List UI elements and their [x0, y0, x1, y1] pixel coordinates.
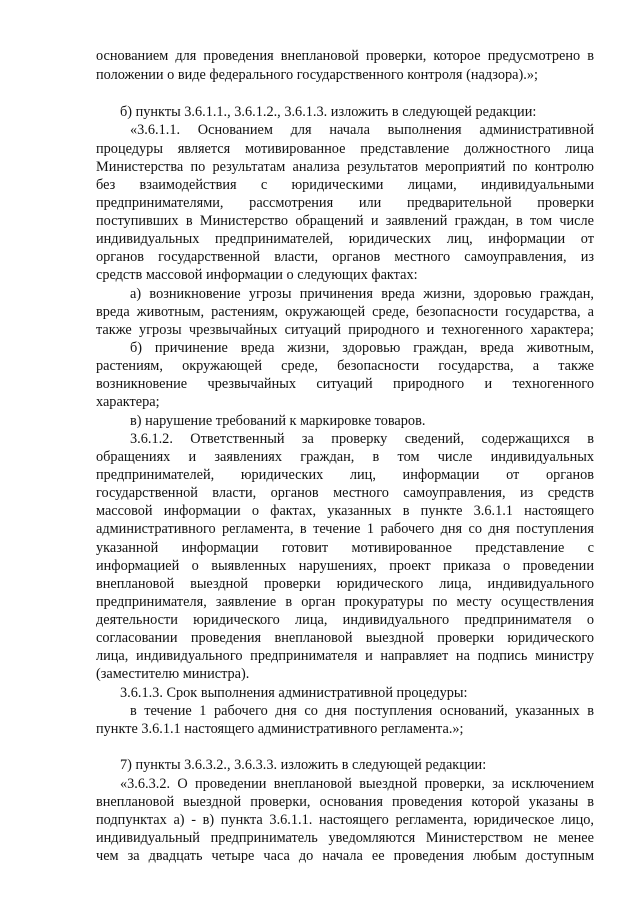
text-line: органов государственной власти, органов местного самоуправления, из: [96, 249, 594, 265]
text-line: предпринимателя, заявление в орган прокуратуры по месту осуществления: [96, 594, 594, 610]
text-line: 3.6.1.2. Ответственный за проверку сведений, содержащихся в: [130, 431, 594, 447]
text-line: поступивших в Министерство обращений и заявлений граждан, в том числе: [96, 213, 594, 229]
text-line: пункте 3.6.1.1 настоящего административного регламента.»;: [96, 721, 464, 737]
text-line: обращениях и заявлениях граждан, в том числе индивидуальных: [96, 449, 594, 465]
text-line: в течение 1 рабочего дня со дня поступления оснований, указанных в: [130, 703, 594, 719]
text-line: в) нарушение требований к маркировке товаров.: [130, 413, 426, 429]
text-line: средств массовой информации о следующих фактах:: [96, 267, 418, 283]
text-line: государственной власти, органов местного самоуправления, из средств: [96, 485, 594, 501]
text-line: возникновение чрезвычайных ситуаций природного и техногенного: [96, 376, 594, 392]
text-line: растениям, окружающей среде, безопасности государства, а также: [96, 358, 594, 374]
text-line: 3.6.1.3. Срок выполнения административной процедуры:: [120, 685, 468, 701]
text-line: «3.6.1.1. Основанием для начала выполнения административной: [130, 122, 594, 138]
text-line: без взаимодействия с юридическими лицами, индивидуальными: [96, 177, 594, 193]
text-line: 7) пункты 3.6.3.2., 3.6.3.3. изложить в следующей редакции:: [120, 757, 487, 773]
text-line: б) причинение вреда жизни, здоровью граждан, вреда животным,: [130, 340, 594, 356]
text-line: а) возникновение угрозы причинения вреда жизни, здоровью граждан,: [130, 286, 594, 302]
text-line: административного регламента, в течение 1 рабочего дня со дня поступления: [96, 521, 594, 537]
text-line: подпунктах а) - в) пункта 3.6.1.1. настоящего регламента, юридическое лицо,: [96, 812, 594, 828]
text-line: б) пункты 3.6.1.1., 3.6.1.2., 3.6.1.3. изложить в следующей редакции:: [120, 104, 537, 120]
text-line: указанной информации готовит мотивированное представление с: [96, 540, 594, 556]
text-line: вреда животным, растениям, окружающей среде, безопасности государства, а: [96, 304, 594, 320]
text-line: индивидуальных предпринимателей, юридических лиц, информации от: [96, 231, 594, 247]
text-line: «3.6.3.2. О проведении внеплановой выездной проверки, за исключением: [120, 776, 594, 792]
text-line: основанием для проведения внеплановой проверки, которое предусмотрено в: [96, 48, 594, 64]
text-line: лица, индивидуального предпринимателя и направляет на подпись министру: [96, 648, 594, 664]
text-line: массовой информации о фактах, указанных в пункте 3.6.1.1 настоящего: [96, 503, 594, 519]
text-line: положении о виде федерального государственного контроля (надзора).»;: [96, 67, 538, 83]
text-line: предпринимателей, юридических лиц, информации от органов: [96, 467, 594, 483]
text-line: (заместителю министра).: [96, 666, 250, 682]
text-line: внеплановой выездной проверки юридического лица, индивидуального: [96, 576, 594, 592]
text-line: информацией о выявленных нарушениях, проект приказа о проведении: [96, 558, 594, 574]
text-line: индивидуальный предприниматель уведомляются Министерством не менее: [96, 830, 594, 846]
text-line: также угрозы чрезвычайных ситуаций природного и техногенного характера;: [96, 322, 594, 338]
text-line: согласовании проведения внеплановой выездной проверки юридического: [96, 630, 594, 646]
text-line: характера;: [96, 394, 160, 410]
text-line: Министерства по результатам анализа результатов мероприятий по контролю: [96, 159, 594, 175]
text-line: внеплановой выездной проверки, основания проведения которой указаны в: [96, 794, 594, 810]
text-line: деятельности юридического лица, индивидуального предпринимателя о: [96, 612, 594, 628]
text-line: процедуры является мотивированное представление должностного лица: [96, 141, 594, 157]
text-line: чем за двадцать четыре часа до начала ее проведения любым доступным: [96, 848, 594, 864]
text-line: предпринимателями, рассмотрения или предварительной проверки: [96, 195, 594, 211]
